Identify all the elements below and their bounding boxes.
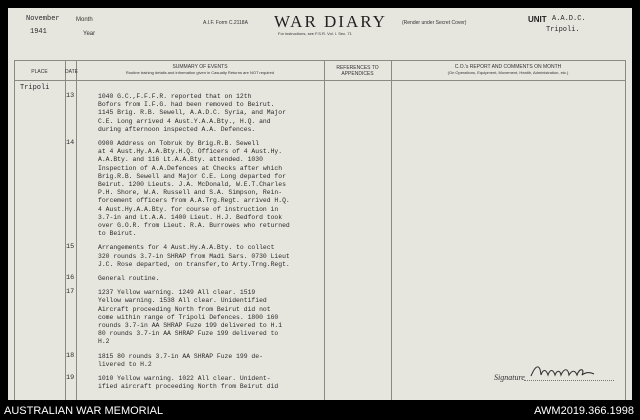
entry-line: Brig.R.B. Sewell and Major C.E. Long departed for [98, 172, 286, 180]
diary-page [8, 8, 632, 400]
entry-date: 13 [66, 92, 75, 100]
entry-line: come within range of Tripoli Defences. 1800 160 [98, 313, 279, 321]
footer-accession-number: AWM2019.366.1998 [534, 405, 634, 417]
entry-line: to Beirut. [98, 230, 137, 238]
col-report-title: C.O.'s REPORT AND COMMENTS ON MONTH [454, 64, 562, 70]
entry-line: P.H. Shore, W.A. Russell and S.A. Simpson, Rein- [98, 189, 283, 197]
secret-cover-note: (Render under Secret Cover) [402, 20, 467, 26]
entry-date: 17 [66, 288, 75, 297]
place-column-rule [65, 60, 66, 400]
entry-line: 1145 Brig. R.B. Sewell, A.A.D.C. Syria, and Major [98, 109, 286, 117]
entry-line: General routine. [98, 275, 160, 282]
signature-label: Signature [494, 373, 525, 382]
month-value: November [26, 15, 60, 23]
entry-line: 3.7-in and Lt.A.A. 1400 Lieut. H.J. Bedford took [98, 213, 283, 221]
form-number: A.I.F. Form C.2118A [203, 20, 248, 26]
entry-line: J.C. Rose departed, on transfer,to Arty.Trng.Regt. [98, 260, 290, 268]
entry-text [98, 140, 290, 238]
entry-line: Beirut. 1200 Lieuts. J.A. McDonald, W.E.T.Charles [98, 181, 286, 189]
entry-line: Yellow warning. 1538 All clear. Unidentified [98, 297, 267, 305]
year-label: Year [83, 31, 96, 37]
date-column-rule [76, 60, 77, 400]
form-note: For instructions, see F.S.R. Vol. I. Sec. 71 [278, 31, 352, 36]
signature-mark [528, 360, 598, 382]
entry-line: Inspection of A.A.Defences at Checks after which [98, 164, 283, 172]
entry-line: C.E. Long arrived 4 Aust.Y.A.A.Bty., H.Q. and [98, 117, 271, 125]
entry-line: during afternoon inspected A.A. Defences. [98, 125, 256, 133]
entry-line: livered to H.2 [98, 360, 152, 368]
entry-line: 1237 Yellow warning. 1249 All clear. 1519 [98, 289, 256, 297]
col-date: DATE [65, 69, 78, 75]
table-right-rule [625, 60, 626, 400]
entry-line: 4 Aust.Hy.A.A.Bty. for course of instruction in [98, 205, 279, 213]
entry-line: ified aircraft proceeding North from Beirut did [98, 383, 279, 391]
entry-line: rounds 3.7-in AA SHRAP Fuze 199 delivered to H.1 [98, 322, 283, 329]
month-label: Month [76, 17, 93, 23]
entry-line: 80 rounds 3.7-in AA SHRAP Fuze 199 delivered to [98, 330, 279, 338]
entry-text [98, 289, 282, 346]
year-value: 1941 [30, 28, 47, 36]
col-report-sub: (On Operations, Equipment, Movement, Health, Administration, etc.) [447, 70, 569, 75]
col-references-1: REFERENCES TO [336, 65, 379, 71]
entry-line: 0900 Address on Tobruk by Brig.R.B. Sewell [98, 140, 260, 147]
table-top-rule [14, 60, 626, 61]
entry-text [98, 275, 159, 283]
entry-text [98, 244, 290, 269]
place-value: Tripoli [20, 84, 50, 92]
entry-line: Aircraft proceeding North from Beirut did not [98, 305, 271, 313]
document-title: WAR DIARY [274, 12, 387, 31]
unit-location: Tripoli. [546, 26, 580, 34]
col-summary-sub: Routine training details and information given in Casualty Returns are NOT required [125, 70, 275, 75]
references-column-rule [391, 60, 392, 400]
entry-date: 18 [66, 351, 75, 360]
entry-line: 1010 Yellow warning. 1022 All clear. Unident- [98, 375, 271, 382]
summary-column-rule [324, 60, 325, 400]
table-left-rule [14, 60, 15, 400]
entry-text [98, 375, 278, 391]
entry-date: 15 [66, 243, 75, 252]
entry-line: forcement officers from A.A.Trg.Regt. arrived H.Q. [98, 197, 290, 205]
entry-line: A.A.Bty. and 116 Lt.A.A.Bty. attended. 1030 [98, 156, 263, 164]
entry-text [98, 93, 286, 134]
entry-line: Bofors from I.F.G. had been removed to Beirut. [98, 101, 275, 109]
unit-value: A.A.D.C. [552, 15, 586, 23]
archive-footer [0, 400, 640, 420]
entry-date: 19 [66, 374, 75, 382]
col-summary-title: SUMMARY OF EVENTS [172, 64, 228, 70]
footer-institution: AUSTRALIAN WAR MEMORIAL [4, 405, 164, 417]
col-place: PLACE [31, 69, 48, 75]
entry-line: H.2 [98, 338, 110, 346]
entry-line: 320 rounds 3.7-in SHRAP from Madi Sars. 0730 Lieut [98, 252, 290, 260]
entry-line: over G.O.R. from Lieut. R.A. Burrowes who returned [98, 222, 290, 230]
entry-date: 16 [66, 274, 75, 282]
entry-line: 1040 G.C.,F.F.F.R. reported that on 12th [98, 93, 252, 100]
entry-date: 14 [66, 139, 75, 147]
entry-line: 1815 80 rounds 3.7-in AA SHRAP Fuze 199 de- [98, 352, 263, 360]
table-header-rule [14, 80, 626, 81]
entry-text [98, 353, 263, 369]
unit-label: UNIT [528, 15, 547, 24]
col-references-2: APPENDICES [341, 71, 374, 77]
entry-line: Arrangements for 4 Aust.Hy.A.A.Bty. to collect [98, 244, 275, 252]
entry-line: at 4 Aust.Hy.A.A.Bty.H.Q. Officers of 4 Aust.Hy. [98, 148, 283, 156]
